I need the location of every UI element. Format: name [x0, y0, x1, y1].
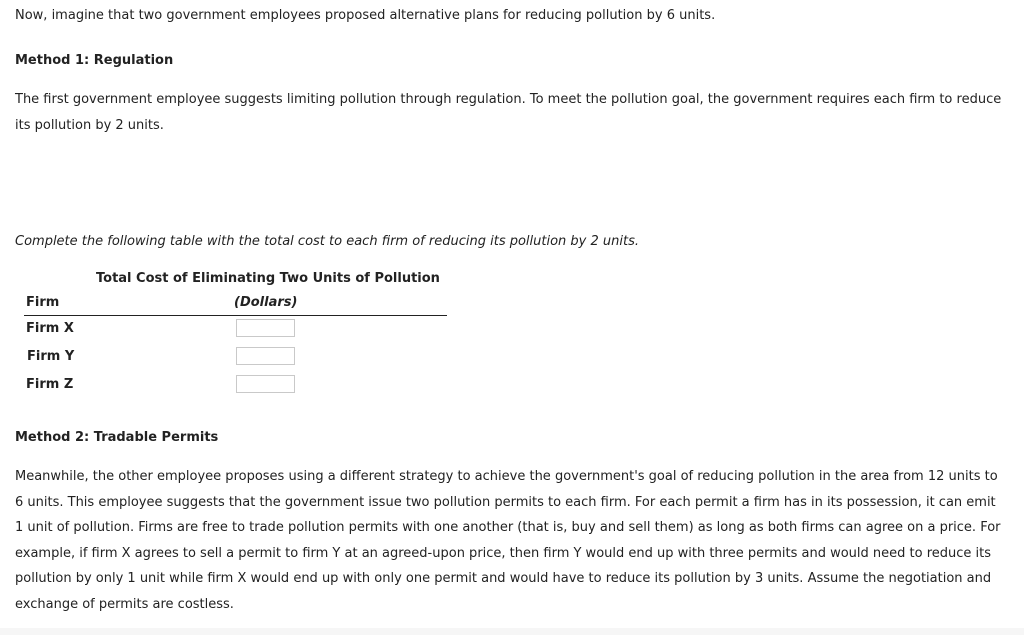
firm-y-cost-input[interactable]	[236, 347, 295, 365]
row-label-firm-z: Firm Z	[26, 377, 74, 392]
method1-heading: Method 1: Regulation	[15, 53, 174, 68]
method2-text: Meanwhile, the other employee proposes using a different strategy to achieve the government's goal of reducing pollution in the area from 12 units to 6 units. This employee suggests that the government issue two pollution permits to each firm. For each permit a firm has in its possession, it can emit 1 unit of pollution. Firms are free to trade pollution permits with one another (that is, buy and sell them) as long as both firms can agree on a price. For example, if firm X agrees to sell a permit to firm Y at an agreed-upon price, then firm Y would end up with three permits and would need to reduce its pollution by only 1 unit while firm X would end up with only one permit and would have to reduce its pollution by 3 units. Assume the negotiation and exchange of permits are costless.	[15, 469, 1001, 612]
intro-text: Now, imagine that two government employees proposed alternative plans for reducing pollution by 6 units.	[15, 8, 716, 23]
firm-z-cost-input[interactable]	[236, 375, 295, 393]
table-header-units: (Dollars)	[234, 295, 298, 310]
table-instruction: Complete the following table with the total cost to each firm of reducing its pollution by 2 units.	[15, 234, 639, 249]
table-header-firm: Firm	[26, 295, 60, 310]
method1-text: The first government employee suggests limiting pollution through regulation. To meet the pollution goal, the government requires each firm to reduce its pollution by 2 units.	[15, 92, 1002, 133]
table-header-divider	[24, 315, 447, 316]
table-title: Total Cost of Eliminating Two Units of Pollution	[96, 271, 440, 286]
row-label-firm-x: Firm X	[26, 321, 74, 336]
method2-heading: Method 2: Tradable Permits	[15, 430, 219, 445]
firm-x-cost-input[interactable]	[236, 319, 295, 337]
row-label-firm-y: Firm Y	[27, 349, 75, 364]
page-bottom-band	[0, 628, 1024, 635]
